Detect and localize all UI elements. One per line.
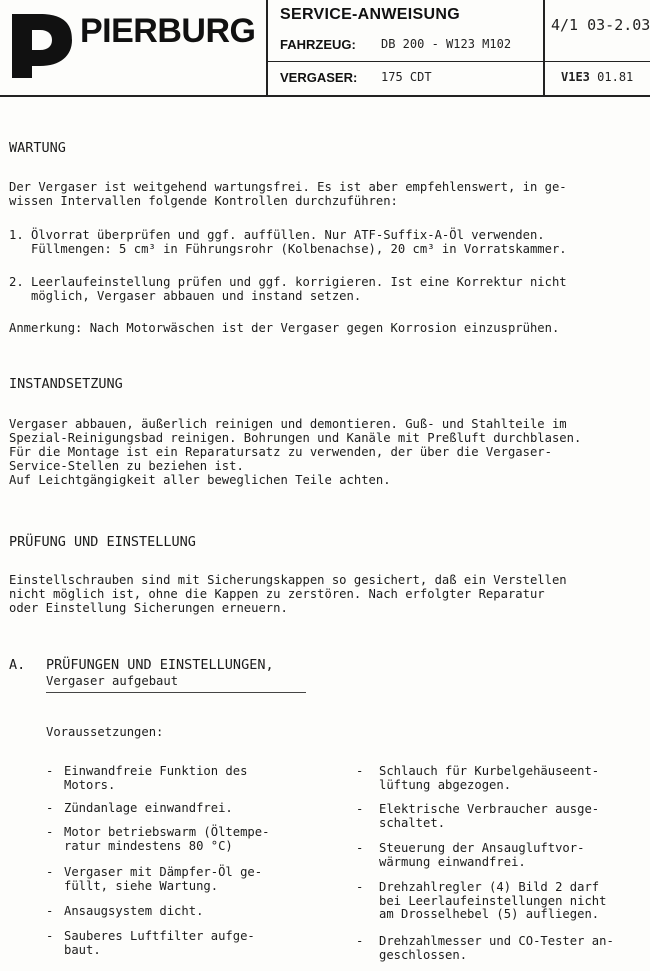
header-divider (543, 0, 545, 96)
brand-name: PIERBURG (80, 12, 256, 50)
subtitle-underline (46, 692, 306, 693)
bullet-dash: - (46, 929, 54, 943)
revision-date: 01.81 (597, 70, 634, 84)
bullet-dash: - (356, 764, 364, 778)
list-item: Vergaser mit Dämpfer-Öl ge- füllt, siehe Wartung. (64, 865, 263, 893)
list-item: Einwandfreie Funktion des Motors. (64, 764, 248, 792)
section-a-title: PRÜFUNGEN UND EINSTELLUNGEN, (46, 657, 274, 673)
vehicle-label: FAHRZEUG: (280, 37, 356, 52)
list-item: Steuerung der Ansaugluftvor- wärmung einwandfrei. (379, 841, 585, 869)
instandsetzung-text: Vergaser abbauen, äußerlich reinigen und demontieren. Guß- und Stahlteile im Spezial-Reinigungsbad reinigen. Bohrungen und Kanäle mit Preßluft durchblasen. Für die Montage ist ein Reparatursatz zu verwenden, der über die Vergaser- Service-Stellen zu beziehen ist. Auf Leichtgängigkeit aller beweglichen Teile achten. (9, 417, 582, 487)
prereq-label: Voraussetzungen: (46, 725, 164, 739)
bullet-dash: - (46, 764, 54, 778)
pierburg-logo (10, 8, 74, 80)
header-divider (266, 0, 268, 96)
header-divider (543, 61, 650, 62)
pruefung-text: Einstellschrauben sind mit Sicherungskappen so gesichert, daß ein Verstellen nicht möglich ist, ohne die Kappen zu zerstören. Nach erfolgter Reparatur oder Einstellung Sicherungen erneuern. (9, 573, 567, 615)
wartung-item-2: 2. Leerlaufeinstellung prüfen und ggf. korrigieren. Ist eine Korrektur nicht möglich, Vergaser abbauen und instand setzen. (9, 275, 567, 303)
bullet-dash: - (356, 802, 364, 816)
wartung-intro: Der Vergaser ist weitgehend wartungsfrei. Es ist aber empfehlenswert, in ge- wissen Intervallen folgende Kontrollen durchzuführen: (9, 180, 567, 208)
bullet-dash: - (46, 825, 54, 839)
carburetor-label: VERGASER: (280, 70, 358, 85)
heading-pruefung: PRÜFUNG UND EINSTELLUNG (9, 534, 196, 550)
heading-wartung: WARTUNG (9, 140, 66, 156)
section-a-subtitle: Vergaser aufgebaut (46, 674, 179, 688)
carburetor-value: 175 CDT (381, 70, 432, 84)
vehicle-value: DB 200 - W123 M102 (381, 37, 512, 51)
wartung-note: Anmerkung: Nach Motorwäschen ist der Vergaser gegen Korrosion einzusprühen. (9, 321, 560, 335)
list-item: Ansaugsystem dicht. (64, 904, 204, 918)
list-item: Drehzahlregler (4) Bild 2 darf bei Leerlaufeinstellungen nicht am Drosselhebel (5) aufliegen. (379, 880, 607, 922)
bullet-dash: - (46, 865, 54, 879)
wartung-item-1: 1. Ölvorrat überprüfen und ggf. auffüllen. Nur ATF-Suffix-A-Öl verwenden. Füllmengen: 5 cm³ in Führungsrohr (Kolbenachse), 20 cm³ in Vorratskammer. (9, 228, 567, 256)
bullet-dash: - (356, 880, 364, 894)
revision-code: V1E3 (561, 70, 590, 84)
header-divider (266, 61, 543, 62)
revision (561, 70, 633, 84)
bullet-dash: - (46, 801, 54, 815)
bullet-dash: - (356, 841, 364, 855)
service-title: SERVICE-ANWEISUNG (280, 6, 460, 23)
list-item: Zündanlage einwandfrei. (64, 801, 233, 815)
list-item: Drehzahlmesser und CO-Tester an- geschlossen. (379, 934, 614, 962)
heading-instandsetzung: INSTANDSETZUNG (9, 376, 123, 392)
document-header (0, 0, 650, 96)
bullet-dash: - (46, 904, 54, 918)
list-item: Sauberes Luftfilter aufge- baut. (64, 929, 255, 957)
list-item: Elektrische Verbraucher ausge- schaltet. (379, 802, 600, 830)
header-bottom-rule (0, 95, 650, 97)
list-item: Motor betriebswarm (Öltempe- ratur mindestens 80 °C) (64, 825, 270, 853)
document-number: 4/1 03-2.03 (551, 16, 650, 34)
list-item: Schlauch für Kurbelgehäuseent- lüftung abgezogen. (379, 764, 600, 792)
bullet-dash: - (356, 934, 364, 948)
section-a-letter: A. (9, 657, 26, 673)
